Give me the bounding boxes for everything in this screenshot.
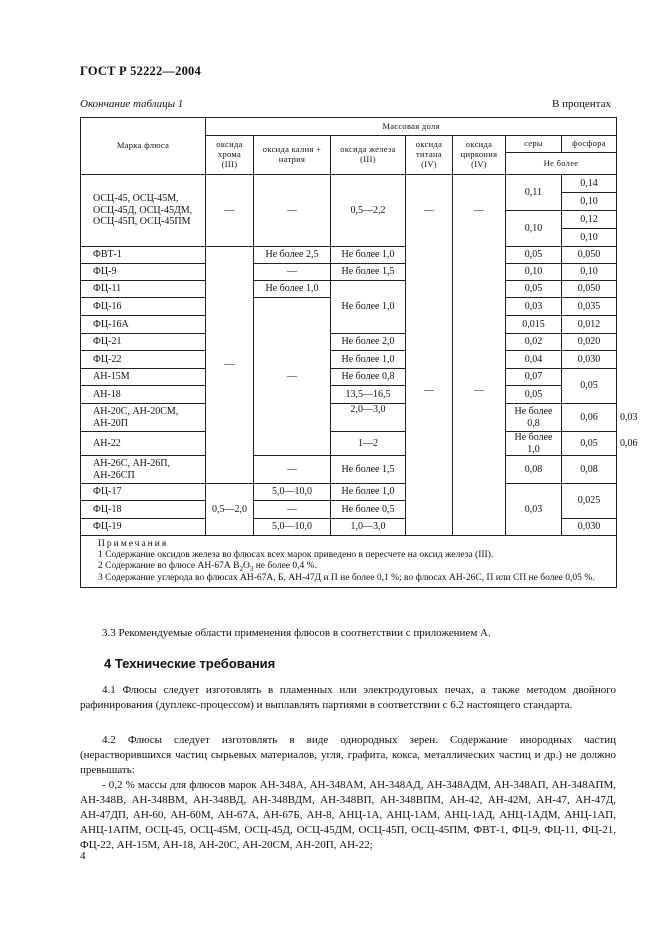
cell-p: 0,012 — [562, 316, 617, 334]
cell-ti-g1: — — [406, 175, 453, 247]
cell-s: 0,10 — [506, 264, 562, 281]
table-row: АН-20С, АН-20СМ, АН-20П 2,0—3,0 Не более 0,8 0,06 0,03 — [81, 404, 617, 432]
cell-p-012: 0,12 — [562, 211, 617, 229]
cell-k: 5,0—10,0 — [254, 519, 331, 536]
header-phosphorus: фосфора — [562, 136, 617, 153]
cell-p: 0,05 — [562, 369, 617, 404]
table-row — [81, 456, 617, 484]
cell-s: 0,08 — [506, 456, 562, 484]
cell-s: 0,05 — [506, 247, 562, 264]
note-3: 3 Содержание углерода во флюсах АН-67А, Б, АН-47Д и П не более 0,1 %; во флюсах АН-26С, П или СП не более 0,05 %. — [98, 572, 595, 583]
brand-cell: АН-26С, АН-26П, АН-26СП — [81, 456, 206, 484]
cell-fe: Не более 2,0 — [331, 334, 406, 351]
cell-cr-g2: — — [206, 247, 254, 484]
standard-header: ГОСТ Р 52222—2004 — [80, 64, 201, 78]
cell-p: 0,050 — [562, 247, 617, 264]
paragraph-4-2: 4.2 Флюсы следует изготовлять в виде однородных зерен. Содержание инородных частиц (нерастворившихся частиц сырьевых материалов, угля, графита, кокса, металлических частиц и др.) не должно превышать: — [80, 734, 616, 776]
flux-composition-table — [80, 117, 638, 588]
cell-s: 0,04 — [506, 351, 562, 369]
notes-title: Примечания — [98, 539, 169, 549]
table-row — [81, 484, 617, 501]
cell-p: 0,035 — [562, 298, 617, 316]
brand-cell: АН-20С, АН-20СМ, АН-20П — [81, 404, 206, 432]
paragraph-list: - 0,2 % массы для флюсов марок АН-348А, АН-348АМ, АН-348АД, АН-348АДМ, АН-348АП, АН-348АПМ, АН-348В, АН-348ВМ, АН-348ВД, АН-348ВДМ, АН-348ВП, АН-348ВПМ, АН-42, АН-42М, АН-47, АН-47Д, АН-47ДП, АН-60, АН-60М, АН-67А, АН-67Б, АН-8, АНЦ-1А, АНЦ-1АМ, АНЦ-1АД, АНЦ-1АДМ, АНЦ-1АП, АНЦ-1АПМ, ОСЦ-45, ОСЦ-45М, ОСЦ-45Д, ОСЦ-45ДМ, ОСЦ-45П, ОСЦ-45ПМ, ФВТ-1, ФЦ-9, ФЦ-11, ФЦ-21, ФЦ-22, АН-15М, АН-18, АН-20С, АН-20СМ, АН-20П, АН-22; — [80, 779, 616, 851]
section-4-title: 4 Технические требования — [104, 656, 276, 671]
brand-cell: ФЦ-18 — [81, 501, 206, 519]
cell-fe: Не более 0,8 — [506, 404, 562, 432]
table-row — [81, 247, 617, 264]
header-potassium-sodium-oxide: оксида калия + натрия — [254, 136, 331, 175]
cell-fe: Не более 1,0 — [331, 247, 406, 264]
note-1: 1 Содержание оксидов железа во флюсах всех марок приведено в пересчете на оксид железа (III). — [98, 549, 494, 560]
cell-p: 0,020 — [562, 334, 617, 351]
table-row — [81, 281, 617, 298]
table-row — [81, 334, 617, 351]
header-zirconium-oxide: оксида циркония (IV) — [453, 136, 506, 175]
cell-k: — — [254, 264, 331, 281]
table-notes — [81, 536, 617, 588]
cell-k-merged: — — [254, 298, 331, 456]
brand-osc45-group: ОСЦ-45, ОСЦ-45М, ОСЦ-45Д, ОСЦ-45ДМ, ОСЦ-45П, ОСЦ-45ПМ — [81, 175, 206, 247]
header-sulfur: серы — [506, 136, 562, 153]
cell-ti-g2: — — [406, 247, 453, 536]
cell-zr-g1: — — [453, 175, 506, 247]
cell-fe: Не более 1,0 — [331, 281, 406, 334]
cell-k: 1—2 — [331, 432, 406, 456]
cell-s: 0,03 — [506, 484, 562, 536]
brand-cell: ФЦ-16А — [81, 316, 206, 334]
cell-p: 0,050 — [562, 281, 617, 298]
paragraph-4-1: 4.1 Флюсы следует изготовлять в пламенных или электродуговых печах, а также методом двойного рафинирования (дуплекс-процессом) и выплавлять партиями в соответствии с 6.2 настоящего стандарта. — [80, 684, 616, 711]
cell-fe: Не более 0,8 — [331, 369, 406, 386]
cell-s: 0,05 — [506, 281, 562, 298]
table-row — [81, 386, 617, 404]
brand-cell: ФЦ-16 — [81, 298, 206, 316]
cell-fe-g1: 0,5—2,2 — [331, 175, 406, 247]
cell-s-011: 0,11 — [506, 175, 562, 211]
note-2: 2 Содержание во флюсе АН-67А $B_2O_3$ не более 0,4 %. — [98, 560, 317, 573]
brand-cell: ФЦ-19 — [81, 519, 206, 536]
brand-cell: ФЦ-21 — [81, 334, 206, 351]
table-row — [81, 264, 617, 281]
table-caption: Окончание таблицы 1 — [80, 98, 184, 110]
cell-p: 0,025 — [562, 484, 617, 519]
units-label: В процентах — [552, 98, 611, 110]
cell-k: Не более 2,5 — [254, 247, 331, 264]
brand-cell: АН-22 — [81, 432, 206, 456]
brand-cell: ФЦ-17 — [81, 484, 206, 501]
table-row — [81, 369, 617, 386]
brand-cell: ФЦ-9 — [81, 264, 206, 281]
table-row: АН-22 1—2 Не более 1,0 0,05 0,06 — [81, 432, 617, 456]
cell-p-014: 0,14 — [562, 175, 617, 193]
cell-p-010b: 0,10 — [562, 229, 617, 247]
cell-cr-g1: — — [206, 175, 254, 247]
cell-s: 0,05 — [506, 386, 562, 404]
cell-k: 2,0—3,0 — [331, 404, 406, 432]
paragraph-3-3: 3.3 Рекомендуемые области применения флюсов в соответствии с приложением А. — [102, 627, 491, 639]
brand-cell: ФВТ-1 — [81, 247, 206, 264]
cell-fe: Не более 1,0 — [331, 484, 406, 501]
brand-cell: АН-15М — [81, 369, 206, 386]
cell-fe: Не более 1,0 — [331, 351, 406, 369]
header-chromium-oxide: оксида хрома (III) — [206, 136, 254, 175]
cell-p: 0,030 — [562, 351, 617, 369]
header-titanium-oxide: оксида титана (IV) — [406, 136, 453, 175]
cell-k: — — [254, 456, 331, 484]
cell-s: 0,05 — [562, 432, 617, 456]
cell-p: 0,10 — [562, 264, 617, 281]
cell-s: 0,06 — [562, 404, 617, 432]
cell-fe: Не более 0,5 — [331, 501, 406, 519]
cell-p-010a: 0,10 — [562, 193, 617, 211]
cell-p: 0,08 — [562, 456, 617, 484]
cell-p: 0,030 — [562, 519, 617, 536]
cell-s: 0,02 — [506, 334, 562, 351]
header-brand: Марка флюса — [81, 118, 206, 175]
cell-k: Не более 1,0 — [254, 281, 331, 298]
brand-cell: ФЦ-22 — [81, 351, 206, 369]
table-notes-row — [81, 536, 617, 588]
cell-fe: Не более 1,5 — [331, 264, 406, 281]
cell-fe: Не более 1,5 — [331, 456, 406, 484]
cell-s: 0,03 — [506, 298, 562, 316]
cell-s-010: 0,10 — [506, 211, 562, 247]
cell-k: 5,0—10,0 — [254, 484, 331, 501]
header-no-more: Не более — [506, 153, 617, 175]
cell-cr: 0,5—2,0 — [206, 484, 254, 536]
brand-cell: ФЦ-11 — [81, 281, 206, 298]
cell-fe: 1,0—3,0 — [331, 519, 406, 536]
cell-s: 0,07 — [506, 369, 562, 386]
cell-s: 0,015 — [506, 316, 562, 334]
cell-zr-g2: — — [453, 247, 506, 536]
cell-k-g1: — — [254, 175, 331, 247]
header-mass-share: Массовая доля — [206, 118, 617, 136]
table-row — [81, 175, 617, 193]
page-number: 4 — [80, 850, 86, 862]
cell-k: — — [254, 501, 331, 519]
header-iron-oxide: оксида железа (III) — [331, 136, 406, 175]
brand-cell: АН-18 — [81, 386, 206, 404]
table-row — [81, 351, 617, 369]
cell-fe: Не более 1,0 — [506, 432, 562, 456]
cell-fe: 13,5—16,5 — [331, 386, 406, 404]
